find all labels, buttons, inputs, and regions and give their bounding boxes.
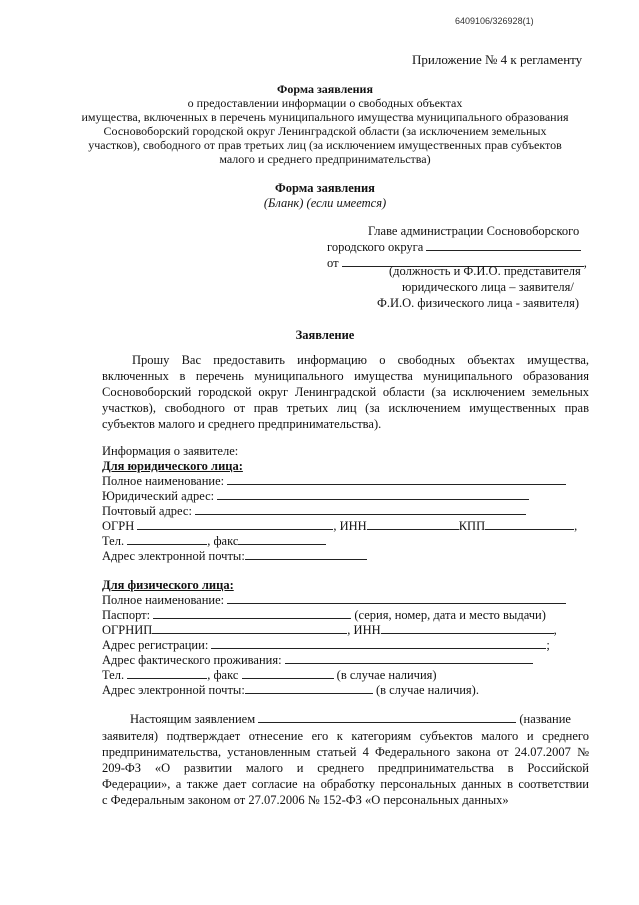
header-title: Форма заявления [277,82,373,96]
individual-full-name-field[interactable] [227,593,566,604]
fax-if-any-note: (в случае наличия) [336,668,437,682]
header-line: Сосновоборский городской округ Ленинградской области (за исключением земельных [103,124,547,138]
individual-email-label: Адрес электронной почты: [102,683,245,697]
confirmation-line: Федерации», а также дает согласие на обработку персональных данных в соответствии [102,777,589,791]
individual-fax-field[interactable] [242,668,334,679]
legal-address-field[interactable] [217,489,529,500]
confirmation-line: с Федеральным законом от 27.07.2006 № 152-ФЗ «О персональных данных» [102,793,509,807]
email-if-any-note: (в случае наличия). [375,683,479,697]
header-line: участков), свободного от прав третьих лиц (за исключением имущественных прав субъектов [88,138,562,152]
request-paragraph [102,352,589,432]
individual-phone-field[interactable] [127,668,207,679]
applicant-name-note: (название [519,712,571,726]
statement-title: Заявление [295,328,355,342]
individual-inn-field[interactable] [381,623,554,634]
actual-address-row [102,653,533,668]
ogrn-field[interactable] [137,519,333,530]
individual-phone-label: Тел. [102,668,125,682]
ids-comma: , [574,519,578,533]
form-title: Форма заявления [275,181,375,195]
appendix-label: Приложение № 4 к регламенту [412,52,583,67]
legal-phone-label: Тел. [102,534,125,548]
request-line: участков), свободного от прав третьих лиц (за исключением имущественных прав [102,401,589,415]
document-number: 6409106/326928(1) [455,16,534,26]
legal-phone-field[interactable] [127,534,207,545]
request-line: Прошу Вас предоставить информацию о свободных объектах имущества, [132,353,589,367]
request-line: включенных в перечень муниципального имущества муниципального образования [102,369,589,383]
legal-fax-field[interactable] [238,534,326,545]
actual-address-label: Адрес фактического проживания: [102,653,282,667]
legal-email-field[interactable] [245,549,367,560]
passport-label: Паспорт: [102,608,151,622]
confirmation-line: 209-ФЗ «О развитии малого и среднего предпринимательства в Российской [102,761,589,775]
addressee-note2: юридического лица – заявителя/ [402,280,574,294]
addressee-blank[interactable] [426,240,581,251]
legal-ids-row [102,519,577,534]
addressee-comma: , [583,256,587,270]
form-note: (Бланк) (если имеется) [263,196,387,210]
applicant-info: Информация о заявителе: [102,444,239,458]
header-line: имущества, включенных в перечень муниципального имущества муниципального образования [81,110,569,124]
header-line: малого и среднего предпринимательства) [219,152,431,166]
individual-email-field[interactable] [245,683,373,694]
addressee-note3: Ф.И.О. физического лица - заявителя) [377,296,579,310]
registration-semicolon: ; [546,638,550,652]
legal-address-label: Юридический адрес: [102,489,215,503]
passport-row [102,608,546,623]
ogrnip-field[interactable] [152,623,347,634]
confirmation-paragraph [102,728,589,808]
header-line: о предоставлении информации о свободных объектах [187,96,463,110]
kpp-field[interactable] [485,519,574,530]
registration-field[interactable] [211,638,546,649]
postal-address-row [102,504,526,519]
legal-full-name-row [102,474,566,489]
legal-full-name-label: Полное наименование: [102,474,225,488]
postal-address-field[interactable] [195,504,526,515]
registration-row [102,638,550,653]
inn-field[interactable] [367,519,459,530]
legal-fax-label: , факс [207,534,239,548]
legal-section-title: Для юридического лица: [102,459,243,473]
legal-email-row [102,549,367,564]
applicant-name-field[interactable] [258,712,516,723]
individual-full-name-row [102,593,566,608]
request-line: субъектов малого и среднего предпринимательства). [102,417,382,431]
addressee-from: от [327,256,339,270]
individual-full-name-label: Полное наименование: [102,593,225,607]
addressee-line1: Главе администрации Сосновоборского [368,224,580,238]
passport-field[interactable] [153,608,351,619]
ogrnip-label: ОГРНИП [102,623,153,637]
postal-address-label: Почтовый адрес: [102,504,192,518]
registration-label: Адрес регистрации: [102,638,209,652]
addressee-line2 [327,240,581,255]
ogrn-label: ОГРН [102,519,135,533]
header-block [60,82,590,166]
individual-inn-label: , ИНН [347,623,381,637]
confirmation-lead: Настоящим заявлением [130,712,256,726]
addressee-note1: (должность и Ф.И.О. представителя [389,264,581,278]
legal-email-label: Адрес электронной почты: [102,549,245,563]
legal-full-name-field[interactable] [227,474,566,485]
addressee-line2-text: городского округа [327,240,424,254]
individual-ids-row [102,623,557,638]
actual-address-field[interactable] [285,653,533,664]
legal-contacts-row [102,534,326,549]
individual-fax-label: , факс [207,668,239,682]
confirmation-line: предпринимательства, установленным статьей 4 Федерального закона от 24.07.2007 № [102,745,589,759]
inn-label: , ИНН [333,519,367,533]
individual-email-row [102,683,479,698]
confirmation-lead-row [130,712,571,727]
passport-note: (серия, номер, дата и место выдачи) [354,608,546,622]
confirmation-line: заявителя) подтверждает отнесение его к категориям субъектов малого и среднего [102,729,589,743]
individual-contacts-row [102,668,437,683]
individual-section-title: Для физического лица: [102,578,234,592]
legal-address-row [102,489,529,504]
kpp-label: КПП [458,519,486,533]
request-line: Сосновоборский городской округ Ленинградской области (за исключением земельных [102,385,589,399]
individual-ids-comma: , [553,623,557,637]
